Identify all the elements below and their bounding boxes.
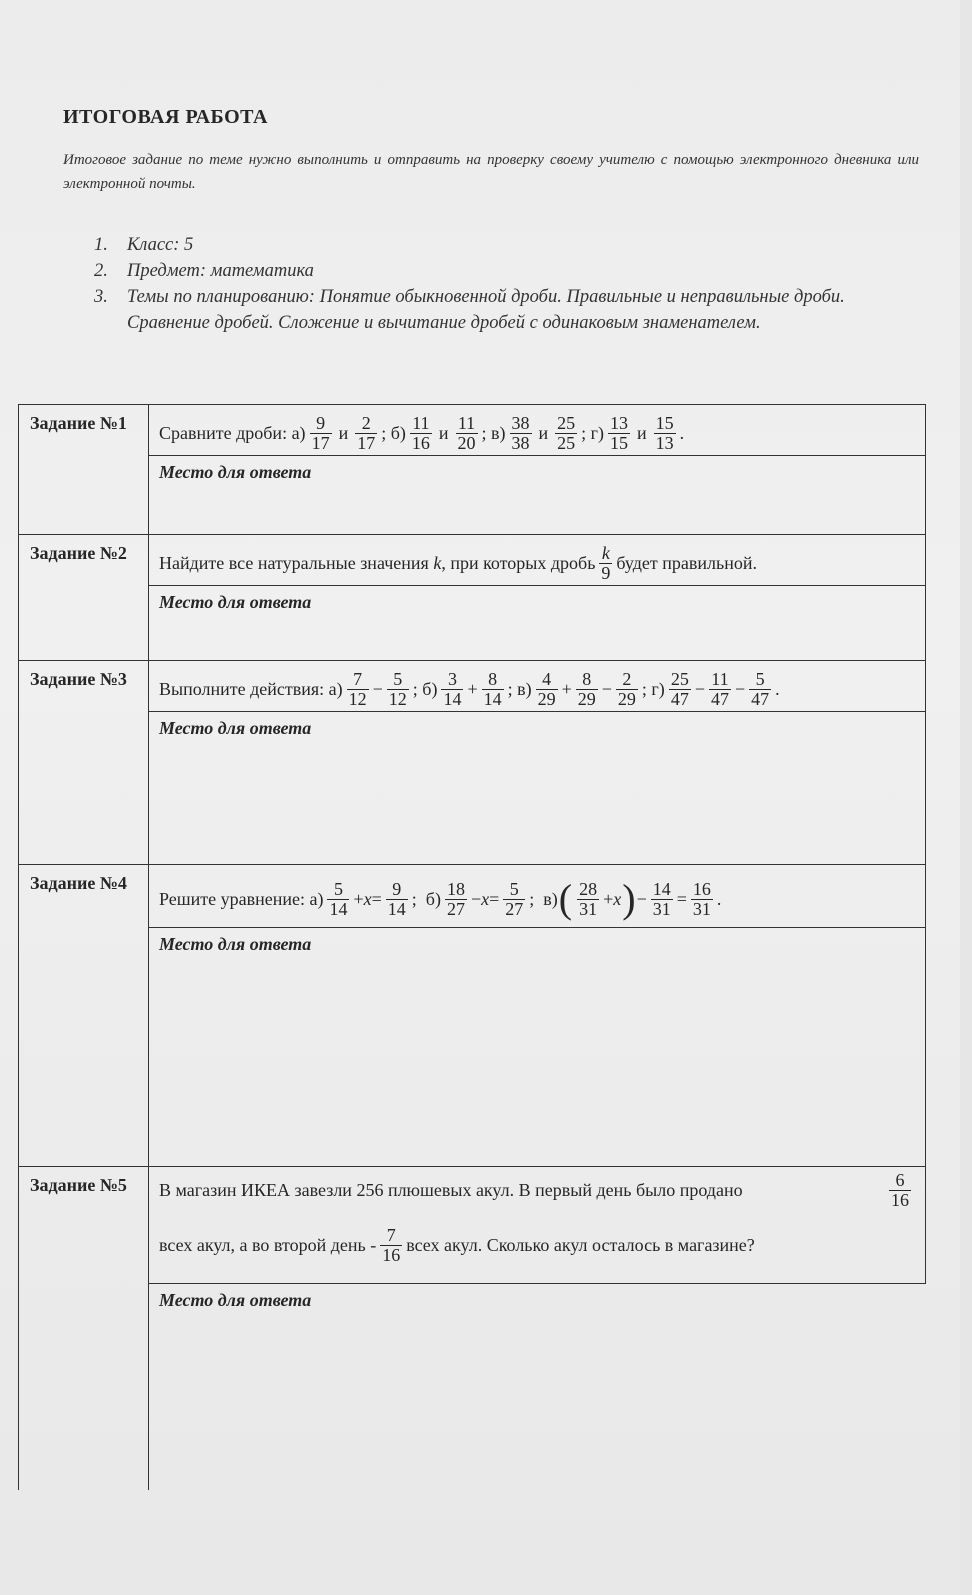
answer-label: Место для ответа [159, 462, 312, 482]
text: . [775, 678, 780, 699]
fraction: $\frac{11}{16}$ [411, 412, 430, 453]
text: ; б) [412, 678, 438, 699]
text: б) [425, 888, 441, 909]
fraction: $\frac{38}{38}$ [511, 412, 530, 453]
fraction: $\frac{2}{29}$ [617, 668, 636, 709]
operator: − [636, 888, 647, 909]
question-text: Сравните дроби: а) [159, 422, 306, 443]
text: ; б) [381, 422, 406, 443]
text: . [716, 888, 722, 909]
question-text: Решите уравнение: а) [159, 888, 324, 909]
fraction: $\frac{k}{9}$ [601, 542, 611, 583]
question-text: Найдите все натуральные значения [159, 552, 429, 573]
answer-label: Место для ответа [159, 1290, 312, 1310]
variable: x [613, 888, 622, 909]
tasks-table [18, 404, 926, 1490]
text: ; в) [507, 678, 532, 699]
question-text: Выполните действия: а) [159, 678, 343, 699]
operator: + [353, 888, 364, 909]
answer-area[interactable] [149, 712, 926, 865]
fraction: $\frac{4}{29}$ [537, 668, 556, 709]
task-question [149, 405, 926, 456]
operator: + [467, 678, 478, 699]
answer-label: Место для ответа [159, 934, 312, 954]
variable: k [433, 552, 442, 573]
fraction: $\frac{15}{13}$ [655, 412, 674, 453]
answer-label: Место для ответа [159, 718, 312, 738]
fraction: $\frac{8}{14}$ [483, 668, 502, 709]
operator: = [371, 888, 382, 909]
fraction: $\frac{5}{27}$ [505, 878, 524, 919]
answer-area[interactable] [149, 1284, 926, 1491]
text: и [338, 422, 349, 443]
variable: x [481, 888, 490, 909]
fraction: $\frac{14}{31}$ [652, 878, 671, 919]
task-question [149, 865, 926, 928]
operator: = [489, 888, 500, 909]
fraction: $\frac{25}{47}$ [670, 668, 689, 709]
task-label: Задание №1 [19, 405, 149, 535]
text: и [438, 422, 449, 443]
operator: + [561, 678, 572, 699]
question-text: всех акул. Сколько акул осталось в магазине? [406, 1235, 755, 1255]
fraction: $\frac{28}{31}$ [579, 878, 598, 919]
text: . [679, 422, 685, 443]
operator: + [603, 888, 614, 909]
task-question [149, 535, 926, 586]
answer-area[interactable] [149, 586, 926, 661]
answer-area[interactable] [149, 456, 926, 535]
fraction: $\frac{7}{16}$ [382, 1225, 401, 1265]
page-title: ИТОГОВАЯ РАБОТА [63, 106, 268, 128]
text: и [637, 422, 647, 443]
task-question [149, 661, 926, 712]
info-item: 3. Темы по планированию: Понятие обыкновенной дроби. Правильные и неправильные дроби. Сравнение дробей. Сложение и вычитание дробей с одинаковым знаменателем. [94, 287, 845, 333]
fraction: $\frac{6}{16}$ [891, 1170, 909, 1210]
text: ; в) [481, 422, 506, 443]
fraction: $\frac{11}{20}$ [457, 412, 476, 453]
paren: ( [558, 876, 573, 921]
text: ; г) [641, 678, 665, 699]
fraction: $\frac{16}{31}$ [692, 878, 711, 919]
fraction: $\frac{7}{12}$ [348, 668, 367, 709]
fraction: $\frac{5}{47}$ [751, 668, 770, 709]
fraction: $\frac{9}{17}$ [311, 412, 330, 453]
paren: ) [622, 876, 636, 921]
task-label: Задание №5 [19, 1167, 149, 1491]
question-text: В магазин ИКЕА завезли 256 плюшевых акул. В первый день было продано [159, 1180, 743, 1200]
text: в) [543, 888, 558, 909]
answer-area[interactable] [149, 928, 926, 1167]
question-text: , при которых дробь [441, 552, 596, 573]
task-label: Задание №2 [19, 535, 149, 661]
fraction: $\frac{25}{25}$ [557, 412, 576, 453]
question-text: всех акул, а во второй день - [159, 1235, 377, 1255]
operator: − [601, 678, 612, 699]
fraction: $\frac{18}{27}$ [446, 878, 465, 919]
task-label: Задание №3 [19, 661, 149, 865]
intro-text: Итоговое задание по теме нужно выполнить и отправить на проверку своему учителю с помощью электронного дневника или электронной почты. [63, 152, 919, 192]
text: ; [411, 888, 417, 909]
fraction: $\frac{8}{29}$ [577, 668, 596, 709]
fraction: $\frac{11}{47}$ [710, 668, 729, 709]
fraction: $\frac{5}{14}$ [329, 878, 348, 919]
fraction: $\frac{9}{14}$ [387, 878, 406, 919]
info-item: 1. Класс: 5 [94, 235, 194, 255]
info-list [94, 232, 924, 336]
fraction: $\frac{13}{15}$ [610, 412, 629, 453]
text: ; г) [581, 422, 605, 443]
operator: − [470, 888, 482, 909]
variable: x [363, 888, 372, 909]
answer-label: Место для ответа [159, 592, 312, 612]
text: ; [529, 888, 535, 909]
question-text: будет правильной. [616, 552, 757, 573]
task-label: Задание №4 [19, 865, 149, 1167]
info-item: 2. Предмет: математика [94, 261, 314, 281]
task-question [149, 1167, 926, 1284]
fraction: $\frac{3}{14}$ [443, 668, 462, 709]
fraction: $\frac{5}{12}$ [388, 668, 407, 709]
operator: − [694, 678, 705, 699]
fraction: $\frac{2}{17}$ [357, 412, 376, 453]
operator: − [372, 678, 383, 699]
operator: − [734, 678, 746, 699]
text: и [538, 422, 549, 443]
operator: = [676, 888, 687, 909]
